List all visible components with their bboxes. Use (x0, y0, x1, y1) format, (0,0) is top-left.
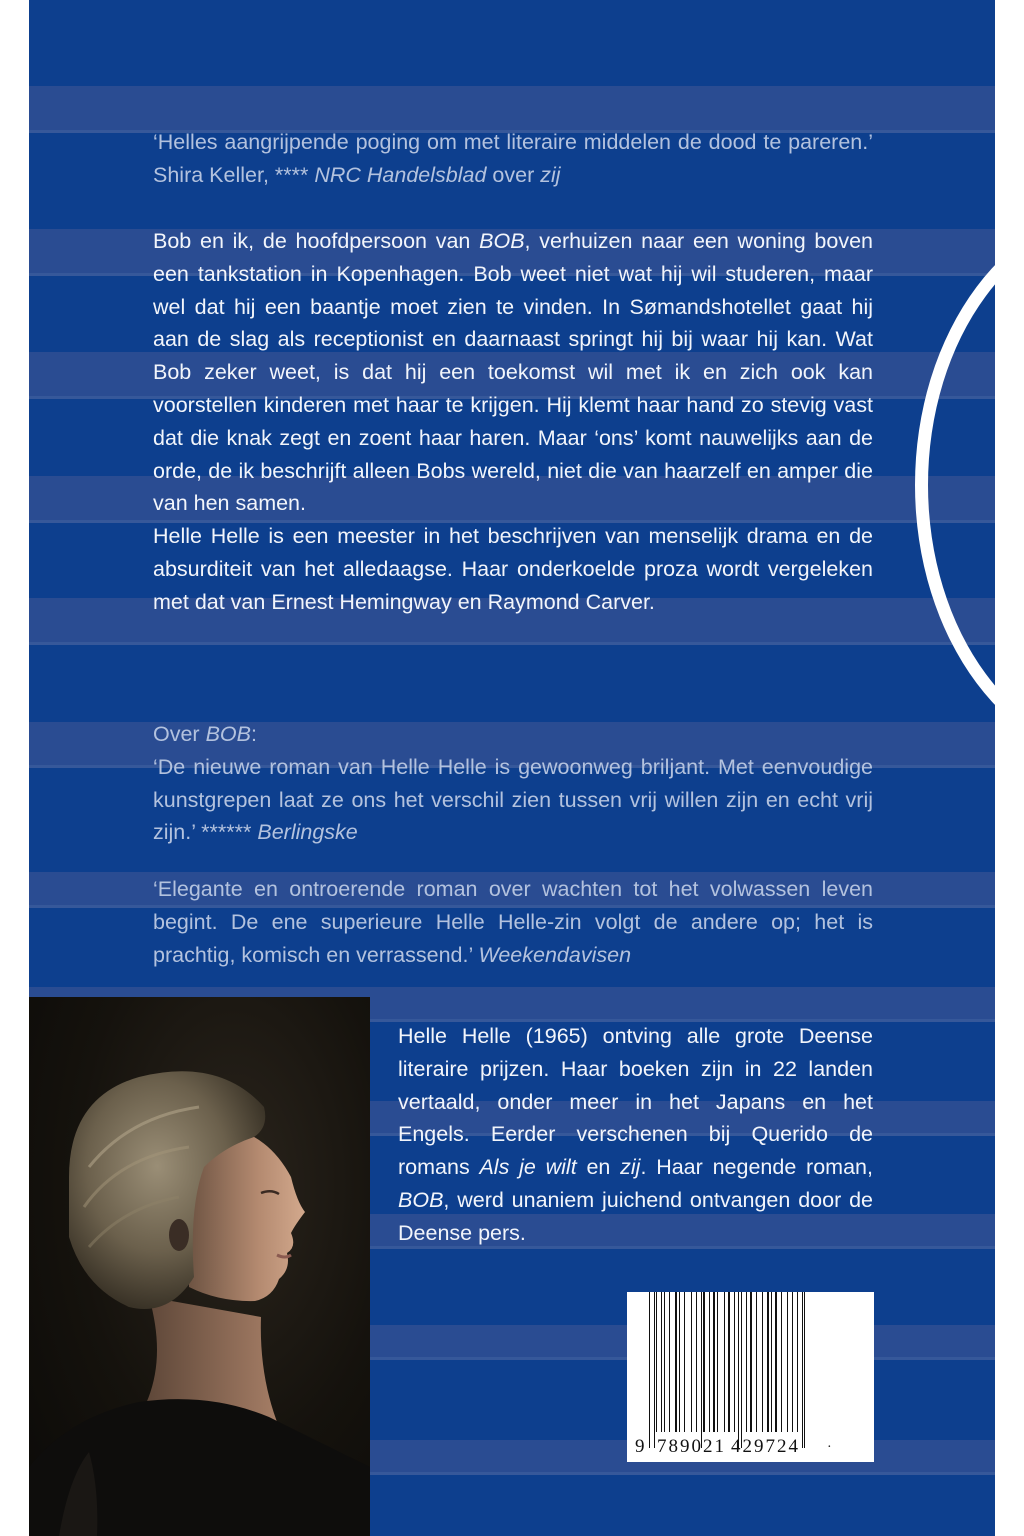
synopsis-paragraph-1 (153, 225, 873, 520)
author-bio-text: , werd unaniem juichend ontvangen door de Deense pers. (398, 1187, 873, 1245)
quote-top-text-b: over (486, 162, 541, 187)
reviews (153, 718, 873, 972)
book-title: BOB (205, 722, 251, 746)
author-photo (29, 997, 370, 1536)
reviews-heading-text: Over (153, 722, 206, 746)
book-title: Als je wilt (479, 1155, 577, 1180)
review-text: ‘Elegante en ontroerende roman over wachten tot het volwassen leven begint. De ene superieure Helle Helle-zin volgt de andere op; het is prachtig, komisch en verrassend.’ (153, 877, 873, 967)
barcode-first-digit: 9 (635, 1436, 646, 1457)
review-berlingske (153, 751, 873, 849)
barcode-left-group: 789021 (657, 1436, 726, 1457)
book-title: BOB (398, 1187, 444, 1212)
review-weekendavisen (153, 873, 873, 971)
isbn-barcode (627, 1292, 874, 1462)
review-source: Berlingske (257, 820, 358, 845)
synopsis-text: , verhuizen naar een woning boven een tankstation in Kopenhagen. Bob weet niet wat hij wil studeren, maar wel dat hij een baantje moet zien te vinden. In Sømandshotellet gaat hij aan de slag als receptionist en daarnaast springt hij bij waar hij kan. Wat Bob zeker weet, is dat hij een toekomst wil met ik en zich ook kan voorstellen kinderen met haar te krijgen. Hij klemt haar hand zo stevig vast dat die knak zegt en zoent haar haren. Maar ‘ons’ komt nauwelijks aan de orde, de ik beschrijft alleen Bobs wereld, niet die van haarzelf en amper die van hen samen. (153, 229, 873, 516)
quote-top-source: NRC Handelsblad (314, 162, 487, 187)
book-title: zij (620, 1155, 641, 1180)
synopsis-paragraph-2: Helle Helle is een meester in het beschrijven van menselijk drama en de absurditeit van het alledaagse. Haar onderkoelde proza wordt vergeleken met dat van Ernest Hemingway en Raymond Carver. (153, 524, 873, 614)
review-text: ‘De nieuwe roman van Helle Helle is gewoonweg briljant. Met eenvoudige kunstgrepen laat ze ons het verschil zien tussen vrij willen zijn en echt vrij zijn.’ ****** (153, 754, 873, 845)
barcode-bars (649, 1292, 809, 1442)
author-bio-text: . Haar negende roman, (640, 1155, 873, 1180)
right-margin (995, 0, 1024, 1536)
review-source: Weekendavisen (478, 942, 632, 967)
reviews-heading-colon: : (250, 722, 257, 746)
author-bio-text: en (576, 1155, 621, 1180)
barcode-mark: · (827, 1440, 833, 1455)
quote-top-book: zij (540, 162, 561, 187)
quote-top-text: ‘Helles aangrijpende poging om met literaire middelen de dood te pareren.’ Shira Keller, **** (153, 130, 873, 187)
quote-top (153, 126, 873, 192)
book-title: BOB (479, 229, 525, 253)
synopsis (153, 225, 873, 619)
synopsis-text: Bob en ik, de hoofdpersoon van (153, 229, 480, 253)
decorative-arc-icon (915, 205, 995, 765)
reviews-heading (153, 718, 873, 751)
barcode-right-group: 429724 (731, 1436, 800, 1457)
author-bio (398, 1020, 873, 1250)
author-bio-text: Helle Helle (1965) ontving alle grote Deense literaire prijzen. Haar boeken zijn in 22 landen vertaald, onder meer in het Japans en het Engels. Eerder verschenen bij Querido de romans (398, 1024, 873, 1180)
author-portrait-icon (29, 997, 370, 1536)
